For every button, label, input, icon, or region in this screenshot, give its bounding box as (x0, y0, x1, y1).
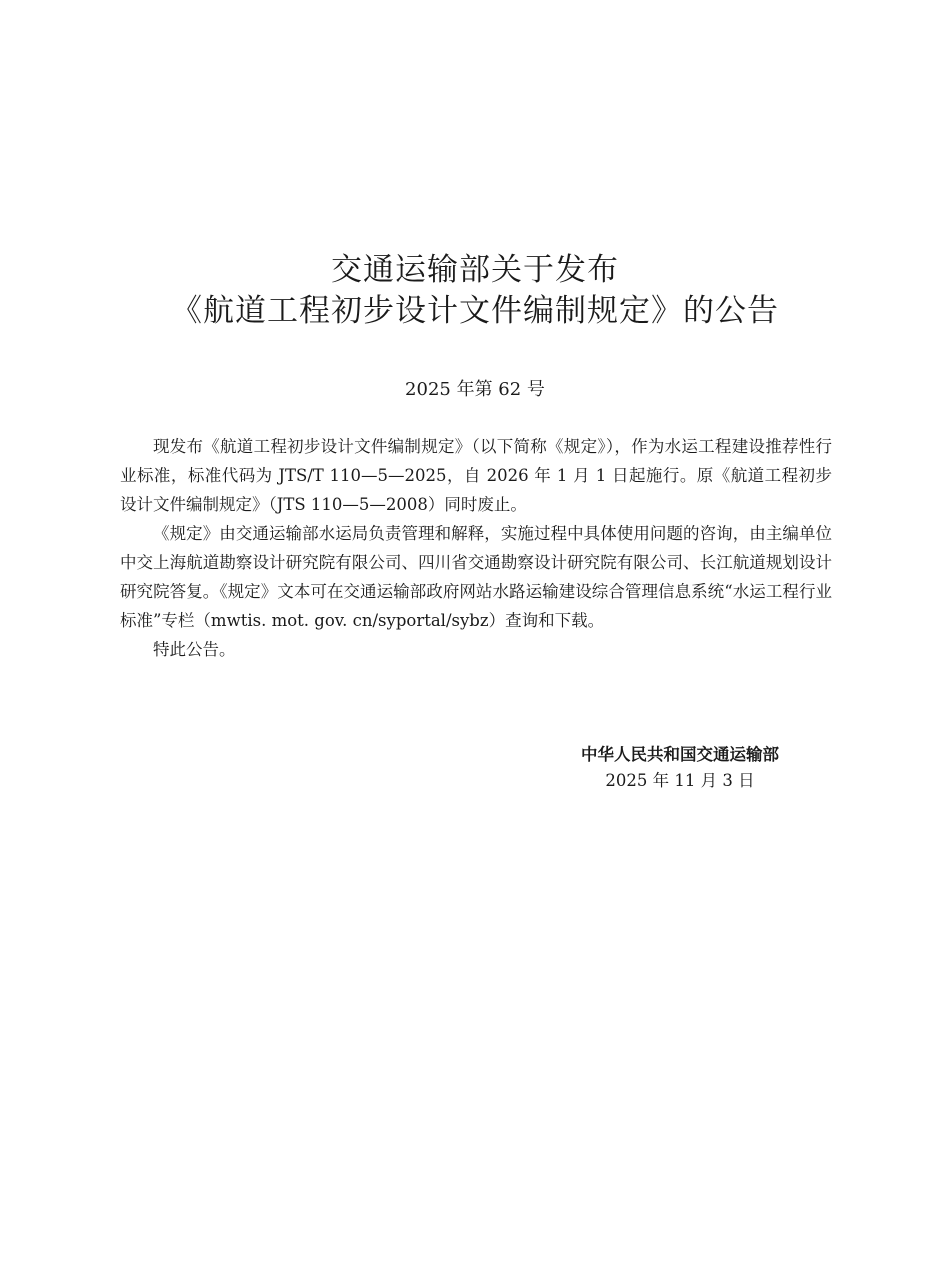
announcement-title-line2: 《航道工程初步设计文件编制规定》的公告 (171, 293, 779, 329)
issuing-organization: 中华人民共和国交通运输部 (581, 745, 779, 764)
announcement-number: 2025 年第 62 号 (405, 379, 545, 400)
paragraph-closing: 特此公告。 (153, 640, 236, 659)
issue-date: 2025 年 11 月 3 日 (605, 771, 755, 790)
announcement-body (120, 432, 832, 664)
announcement-title-line1: 交通运输部关于发布 (331, 252, 619, 288)
signature-block (560, 742, 800, 794)
paragraph-release: 现发布《航道工程初步设计文件编制规定》（以下简称《规定》），作为水运工程建设推荐性行业标准，标准代码为 JTS/T 110—5—2025，自 2026 年 1 月 1 日起施行。原《航道工程初步设计文件编制规定》（JTS 110—5—2008）同时废止。 (120, 437, 832, 514)
paragraph-management: 《规定》由交通运输部水运局负责管理和解释，实施过程中具体使用问题的咨询，由主编单位中交上海航道勘察设计研究院有限公司、四川省交通勘察设计研究院有限公司、长江航道规划设计研究院答复。《规定》文本可在交通运输部政府网站水路运输建设综合管理信息系统“水运工程行业标准”专栏（mwtis. mot. gov. cn/syportal/sybz）查询和下载。 (120, 524, 832, 630)
